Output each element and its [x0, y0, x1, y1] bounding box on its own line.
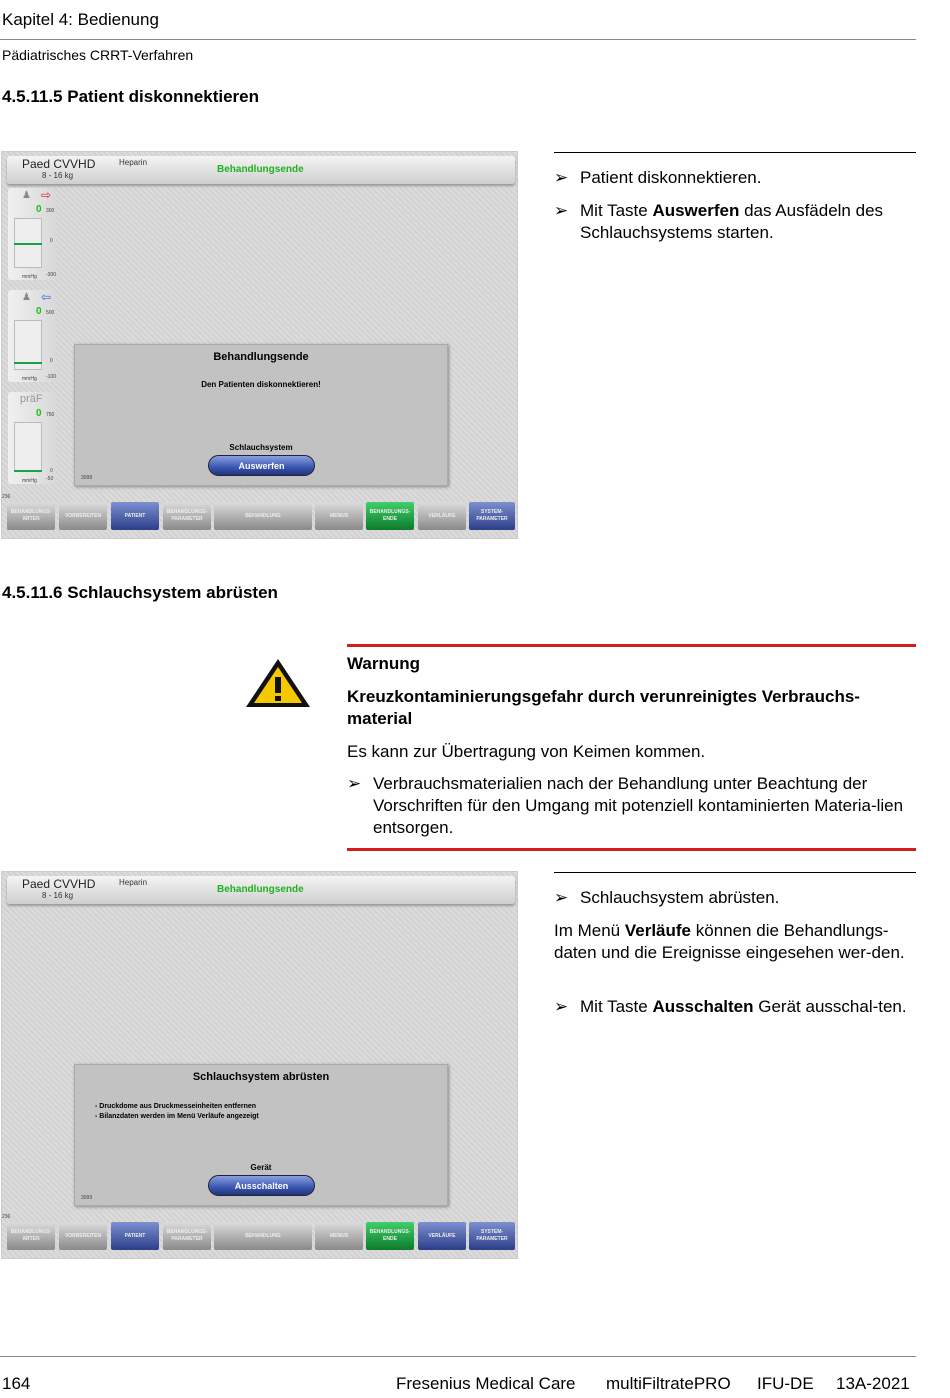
weight-label: 8 - 16 kg	[42, 171, 74, 180]
button-caption: Schlauchsystem	[229, 443, 293, 452]
arterial-pressure-gauge: ♟ ⇨ 0 300 0 -300 mmHg	[8, 188, 56, 280]
page-subtitle: Pädiatrisches CRRT-Verfahren	[2, 47, 194, 63]
dialog-title: Behandlungsende	[213, 351, 309, 363]
dialog-line: - Druckdome aus Druckmesseinheiten entfernen	[95, 1103, 257, 1110]
warning-step: ➢ Verbrauchsmaterialien nach der Behandlung unter Beachtung der Vorschriften für den Umgang mit potenziell kontaminierten Materia-lien entsorgen.	[347, 774, 904, 837]
nav-menus[interactable]: MENUS	[315, 502, 363, 530]
verlaeufe-paragraph: Im Menü Verläufe können die Behandlungs-daten und die Ereignisse eingesehen wer-den.	[554, 921, 905, 962]
venous-pressure-gauge: ♟ ⇦ 0 500 0 -100 mmHg	[8, 290, 56, 382]
page-number: 164	[2, 1374, 31, 1393]
footer-company: Fresenius Medical Care	[396, 1374, 576, 1393]
chapter-title: Kapitel 4: Bedienung	[2, 10, 159, 29]
arrow-bullet-icon: ➢	[554, 168, 569, 187]
dialog-title: Schlauchsystem abrüsten	[192, 1071, 330, 1083]
status-label: Behandlungsende	[217, 884, 304, 895]
nav-systemparameter[interactable]: SYSTEM-PARAMETER	[469, 502, 515, 530]
nav-patient[interactable]: PATIENT	[111, 502, 159, 530]
warning-text: Es kann zur Übertragung von Keimen kommen.	[347, 742, 706, 761]
nav-bar	[7, 498, 517, 532]
button-caption: Gerät	[250, 1163, 272, 1172]
nav-patient[interactable]: PATIENT	[111, 1222, 159, 1250]
arrow-blue-icon: ⇦	[41, 290, 52, 304]
dialog-message: Den Patienten diskonnektieren!	[201, 380, 321, 389]
warning-label: Warnung	[347, 654, 421, 673]
screen-id: 236	[2, 1214, 11, 1220]
mode-label: Paed CVVHD	[22, 877, 96, 891]
step-2: ➢ Mit Taste Auswerfen das Ausfädeln des Schlauchsystems starten.	[554, 201, 884, 242]
weight-label: 8 - 16 kg	[42, 891, 74, 900]
section-heading-2: 4.5.11.6 Schlauchsystem abrüsten	[2, 583, 278, 602]
prefilter-pressure-gauge: präF 0 750 0 -50 mmHg	[8, 392, 56, 484]
screen-code: 3099	[81, 1195, 93, 1201]
patient-icon: ♟	[22, 292, 31, 303]
arrow-red-icon: ⇨	[41, 188, 52, 202]
anticoag-label: Heparin	[119, 158, 148, 167]
nav-behandlungsende[interactable]: BEHANDLUNGS-ENDE	[366, 1222, 414, 1250]
device-screenshot-1	[1, 151, 518, 539]
nav-behandlung[interactable]: BEHANDLUNG	[214, 502, 312, 530]
arrow-bullet-icon: ➢	[554, 997, 569, 1016]
nav-behandlungsarten[interactable]: BEHANDLUNGS-ARTEN	[7, 502, 55, 530]
nav-behandlungsparameter[interactable]: BEHANDLUNGS-PARAMETER	[163, 1222, 211, 1250]
arrow-bullet-icon: ➢	[554, 201, 569, 220]
step-1: ➢ Patient diskonnektieren.	[554, 168, 762, 187]
nav-menus[interactable]: MENUS	[315, 1222, 363, 1250]
section-heading-1: 4.5.11.5 Patient diskonnektieren	[2, 87, 260, 106]
nav-behandlungsende[interactable]: BEHANDLUNGS-ENDE	[366, 502, 414, 530]
nav-vorbereiten[interactable]: VORBEREITEN	[59, 1222, 107, 1250]
nav-verlaeufe[interactable]: VERLÄUFE	[418, 502, 466, 530]
footer-version: 13A-2021	[836, 1374, 910, 1393]
nav-bar	[7, 1218, 517, 1252]
warning-icon	[244, 657, 312, 709]
nav-behandlungsparameter[interactable]: BEHANDLUNGS-PARAMETER	[163, 502, 211, 530]
step-abruesten: ➢ Schlauchsystem abrüsten.	[554, 888, 780, 907]
device-screenshot-2	[1, 871, 518, 1259]
anticoag-label: Heparin	[119, 878, 148, 887]
dialog-line: - Bilanzdaten werden im Menü Verläufe angezeigt	[95, 1113, 259, 1120]
mode-label: Paed CVVHD	[22, 157, 96, 171]
patient-icon: ♟	[22, 190, 31, 201]
dialog-behandlungsende	[74, 344, 448, 486]
step-ausschalten: ➢ Mit Taste Ausschalten Gerät ausschal-ten.	[554, 997, 907, 1016]
dialog-schlauchsystem-abruesten	[74, 1064, 448, 1206]
nav-vorbereiten[interactable]: VORBEREITEN	[59, 502, 107, 530]
nav-behandlung[interactable]: BEHANDLUNG	[214, 1222, 312, 1250]
warning-title: Kreuzkontaminierungsgefahr durch verunreinigtes Verbrauchs-material	[347, 687, 860, 728]
screen-id: 236	[2, 494, 11, 500]
footer-doc: IFU-DE	[757, 1374, 814, 1393]
status-label: Behandlungsende	[217, 164, 304, 175]
arrow-bullet-icon: ➢	[554, 888, 569, 907]
auswerfen-button[interactable]: Auswerfen	[208, 455, 315, 476]
nav-systemparameter[interactable]: SYSTEM-PARAMETER	[469, 1222, 515, 1250]
nav-behandlungsarten[interactable]: BEHANDLUNGS-ARTEN	[7, 1222, 55, 1250]
arrow-bullet-icon: ➢	[347, 774, 362, 793]
screen-code: 3098	[81, 475, 93, 481]
ausschalten-button[interactable]: Ausschalten	[208, 1175, 315, 1196]
nav-verlaeufe[interactable]: VERLÄUFE	[418, 1222, 466, 1250]
footer-product: multiFiltratePRO	[606, 1374, 731, 1393]
